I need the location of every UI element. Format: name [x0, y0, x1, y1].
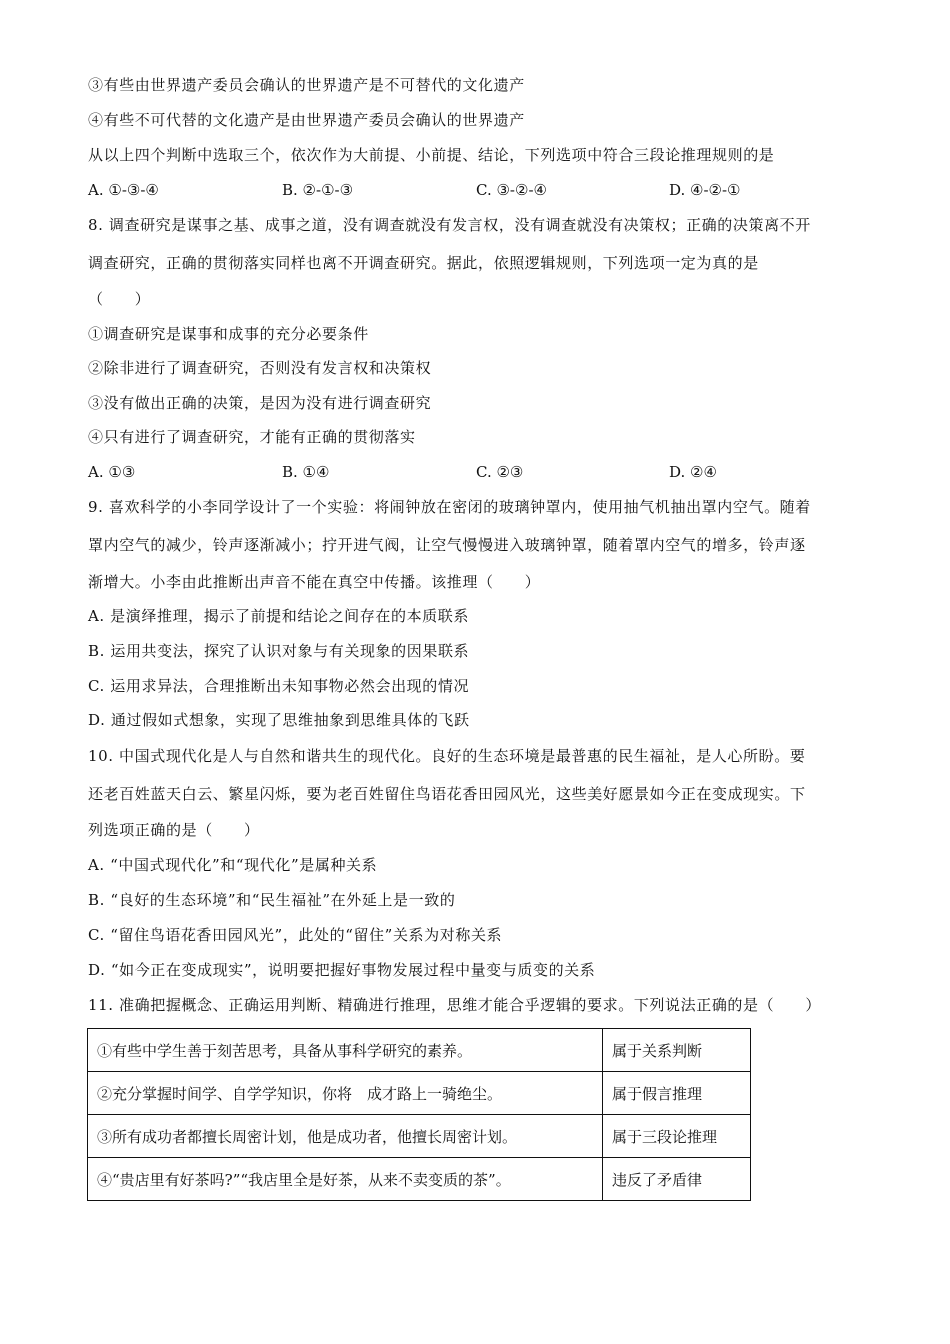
table-cell: ④“贵店里有好茶吗?”“我店里全是好茶，从来不卖变质的茶”。: [88, 1158, 603, 1201]
text-line: ④只有进行了调查研究，才能有正确的贯彻落实: [88, 428, 416, 446]
answer-option: D. ②④: [669, 463, 717, 481]
answer-option: A. ①-③-④: [88, 181, 159, 199]
table-cell: 属于假言推理: [603, 1072, 751, 1115]
text-line: （ ）: [88, 290, 151, 308]
table-cell: 违反了矛盾律: [603, 1158, 751, 1201]
text-line: 9. 喜欢科学的小李同学设计了一个实验：将闹钟放在密闭的玻璃钟罩内，使用抽气机抽出罩内空气。随着: [88, 498, 811, 516]
text-line: B. “良好的生态环境”和“民生福祉”在外延上是一致的: [88, 891, 456, 909]
text-line: C. “留住鸟语花香田园风光”，此处的“留住”关系为对称关系: [88, 926, 503, 944]
text-line: 调查研究，正确的贯彻落实同样也离不开调查研究。据此，依照逻辑规则，下列选项一定为真的是: [88, 254, 759, 272]
answer-option: A. ①③: [88, 463, 136, 481]
table-row: [88, 1072, 751, 1115]
answer-option: B. ②-①-③: [282, 181, 354, 199]
table-row: [88, 1158, 751, 1201]
table-cell: ③所有成功者都擅长周密计划，他是成功者，他擅长周密计划。: [88, 1115, 603, 1158]
text-line: 还老百姓蓝天白云、繁星闪烁，要为老百姓留住鸟语花香田园风光，这些美好愿景如今正在变成现实。下: [88, 785, 806, 803]
text-line: ④有些不可代替的文化遗产是由世界遗产委员会确认的世界遗产: [88, 111, 525, 129]
table-row: [88, 1115, 751, 1158]
answer-option: C. ③-②-④: [476, 181, 547, 199]
text-line: 8. 调查研究是谋事之基、成事之道，没有调查就没有发言权，没有调查就没有决策权；正确的决策离不开: [88, 216, 811, 234]
text-line: 渐增大。小李由此推断出声音不能在真空中传播。该推理（ ）: [88, 573, 541, 591]
text-line: C. 运用求异法，合理推断出未知事物必然会出现的情况: [88, 677, 470, 695]
text-line: B. 运用共变法，探究了认识对象与有关现象的因果联系: [88, 642, 470, 660]
table-cell: ①有些中学生善于刻苦思考，具备从事科学研究的素养。: [88, 1029, 603, 1072]
answer-option: C. ②③: [476, 463, 524, 481]
answer-option: B. ①④: [282, 463, 330, 481]
text-line: 从以上四个判断中选取三个，依次作为大前提、小前提、结论，下列选项中符合三段论推理规则的是: [88, 146, 775, 164]
text-line: 列选项正确的是（ ）: [88, 821, 260, 839]
text-line: ②除非进行了调查研究，否则没有发言权和决策权: [88, 359, 432, 377]
text-line: 罩内空气的减少，铃声逐渐减小；拧开进气阀，让空气慢慢进入玻璃钟罩，随着罩内空气的增多，铃声逐: [88, 536, 806, 554]
text-line: A. “中国式现代化”和“现代化”是属种关系: [88, 856, 378, 874]
text-line: ③有些由世界遗产委员会确认的世界遗产是不可替代的文化遗产: [88, 76, 525, 94]
text-line: D. 通过假如式想象，实现了思维抽象到思维具体的飞跃: [88, 711, 470, 729]
text-line: ③没有做出正确的决策，是因为没有进行调查研究: [88, 394, 432, 412]
text-line: D. “如今正在变成现实”，说明要把握好事物发展过程中量变与质变的关系: [88, 961, 596, 979]
table-cell: 属于三段论推理: [603, 1115, 751, 1158]
table-cell: 属于关系判断: [603, 1029, 751, 1072]
statement-table: [87, 1028, 751, 1201]
text-line: 10. 中国式现代化是人与自然和谐共生的现代化。良好的生态环境是最普惠的民生福祉，是人心所盼。要: [88, 747, 806, 765]
table-cell: ②充分掌握时间学、自学学知识，你将 成才路上一骑绝尘。: [88, 1072, 603, 1115]
text-line: A. 是演绎推理，揭示了前提和结论之间存在的本质联系: [88, 607, 469, 625]
text-line: ①调查研究是谋事和成事的充分必要条件: [88, 325, 369, 343]
table-row: [88, 1029, 751, 1072]
text-line: 11. 准确把握概念、正确运用判断、精确进行推理，思维才能合乎逻辑的要求。下列说法正确的是（ ）: [88, 996, 822, 1014]
answer-option: D. ④-②-①: [669, 181, 741, 199]
